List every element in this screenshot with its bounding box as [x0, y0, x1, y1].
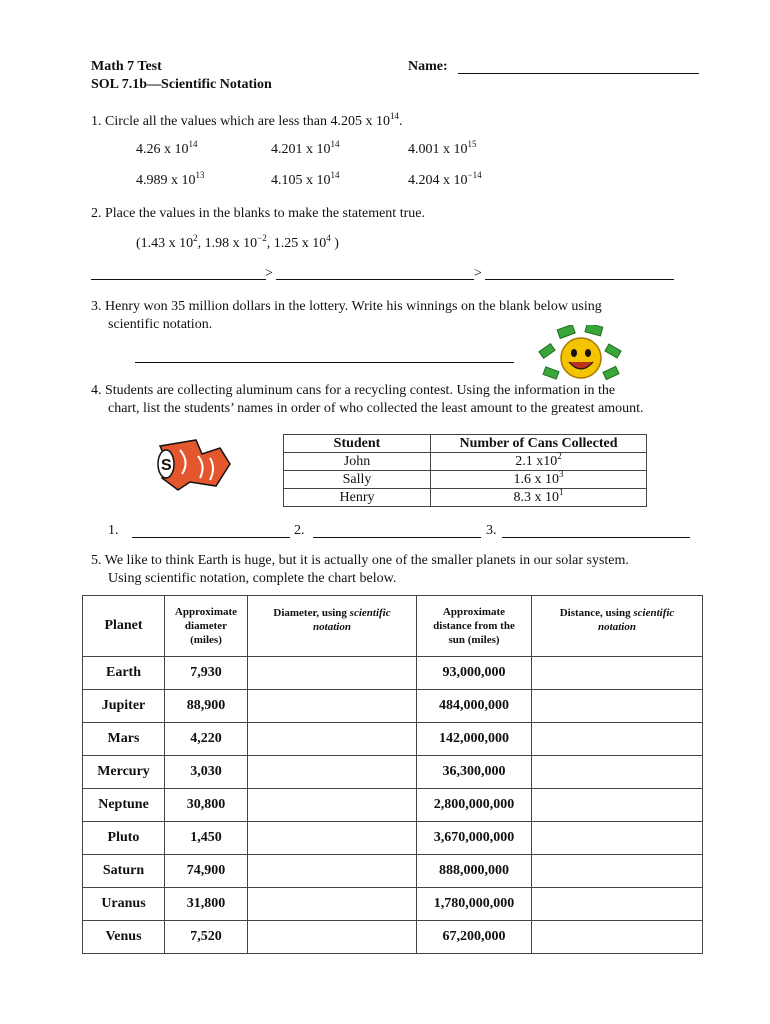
- svg-text:S: S: [161, 457, 172, 474]
- crushed-can-icon: [150, 434, 238, 494]
- answer-cell[interactable]: [248, 855, 417, 888]
- q4-prompt-line1: 4. Students are collecting aluminum cans for a recycling contest. Using the information in the: [91, 383, 616, 398]
- diameter-sci-header: Diameter, using scientific notation: [248, 596, 417, 657]
- answer-cell[interactable]: [248, 723, 417, 756]
- q3-prompt-line2: scientific notation.: [108, 317, 213, 332]
- q1-value[interactable]: 4.204 x $10^{-14}$: [408, 170, 482, 188]
- order-blank-1[interactable]: [132, 537, 290, 538]
- answer-cell[interactable]: [248, 690, 417, 723]
- name-label: Name:: [408, 59, 448, 74]
- answer-cell[interactable]: [248, 921, 417, 954]
- planets-table: [82, 595, 703, 954]
- table-row: Earth 7,930 93,000,000: [83, 657, 703, 690]
- q3-prompt-line1: 3. Henry won 35 million dollars in the lottery. Write his winnings on the blank below using: [91, 299, 602, 314]
- order-blank-2[interactable]: [313, 537, 481, 538]
- name-blank[interactable]: [458, 73, 699, 74]
- q2-blank-1[interactable]: [91, 279, 266, 280]
- smiley-money-icon: [536, 325, 626, 387]
- q4-prompt-line2: chart, list the students’ names in order of who collected the least amount to the greatest amount.: [108, 401, 644, 416]
- table-row: Henry 8.3 x $10^1$: [284, 489, 647, 507]
- distance-header: Approximate distance from the sun (miles): [417, 596, 532, 657]
- answer-cell[interactable]: [532, 657, 703, 690]
- table-row: Sally 1.6 x $10^3$: [284, 471, 647, 489]
- table-row: John 2.1 $x10^2$: [284, 453, 647, 471]
- q2-blank-3[interactable]: [485, 279, 674, 280]
- q2-gt-1: >: [265, 266, 273, 281]
- q3-answer-blank[interactable]: [135, 362, 514, 363]
- test-subtitle: SOL 7.1b—Scientific Notation: [91, 77, 272, 92]
- distance-sci-header: Distance, using scientific notation: [532, 596, 703, 657]
- q1-value[interactable]: 4.001 x $10^{15}$: [408, 139, 477, 157]
- table-row: Mars 4,220 142,000,000: [83, 723, 703, 756]
- table-row: Uranus 31,800 1,780,000,000: [83, 888, 703, 921]
- cans-table: [283, 434, 647, 507]
- table-row: Venus 7,520 67,200,000: [83, 921, 703, 954]
- answer-cell[interactable]: [532, 855, 703, 888]
- table-row: Jupiter 88,900 484,000,000: [83, 690, 703, 723]
- diameter-header: Approximate diameter (miles): [165, 596, 248, 657]
- answer-cell[interactable]: [532, 822, 703, 855]
- q1-value[interactable]: 4.26 x $10^{14}$: [136, 139, 198, 157]
- answer-cell[interactable]: [532, 789, 703, 822]
- q1-prompt: 1. Circle all the values which are less than 4.205 x $10^{14}$.: [91, 111, 403, 129]
- q2-blank-2[interactable]: [276, 279, 474, 280]
- col-student-header: Student: [284, 435, 431, 453]
- table-row: Neptune 30,800 2,800,000,000: [83, 789, 703, 822]
- table-row: Mercury 3,030 36,300,000: [83, 756, 703, 789]
- answer-cell[interactable]: [248, 888, 417, 921]
- col-cans-header: Number of Cans Collected: [431, 435, 647, 453]
- answer-cell[interactable]: [248, 822, 417, 855]
- answer-cell[interactable]: [532, 888, 703, 921]
- answer-cell[interactable]: [248, 756, 417, 789]
- table-row: Pluto 1,450 3,670,000,000: [83, 822, 703, 855]
- order-label-1: 1.: [108, 523, 119, 538]
- q5-prompt-line2: Using scientific notation, complete the chart below.: [108, 571, 397, 586]
- answer-cell[interactable]: [532, 921, 703, 954]
- answer-cell[interactable]: [532, 756, 703, 789]
- q1-value[interactable]: 4.989 x $10^{13}$: [136, 170, 205, 188]
- answer-cell[interactable]: [248, 657, 417, 690]
- q2-prompt: 2. Place the values in the blanks to make the statement true.: [91, 206, 425, 221]
- answer-cell[interactable]: [248, 789, 417, 822]
- answer-cell[interactable]: [532, 690, 703, 723]
- order-label-3: 3.: [486, 523, 497, 538]
- test-title: Math 7 Test: [91, 59, 162, 74]
- q2-gt-2: >: [474, 266, 482, 281]
- table-row: Saturn 74,900 888,000,000: [83, 855, 703, 888]
- order-label-2: 2.: [294, 523, 305, 538]
- answer-cell[interactable]: [532, 723, 703, 756]
- q5-prompt-line1: 5. We like to think Earth is huge, but it is actually one of the smaller planets in our solar system.: [91, 553, 629, 568]
- order-blank-3[interactable]: [502, 537, 690, 538]
- q1-value[interactable]: 4.201 x $10^{14}$: [271, 139, 340, 157]
- q1-value[interactable]: 4.105 x $10^{14}$: [271, 170, 340, 188]
- q2-values: (1.43 x $10^2$, 1.98 x $10^{-2}$, 1.25 x $10^4$ ): [136, 233, 339, 251]
- planet-header: Planet: [83, 596, 165, 657]
